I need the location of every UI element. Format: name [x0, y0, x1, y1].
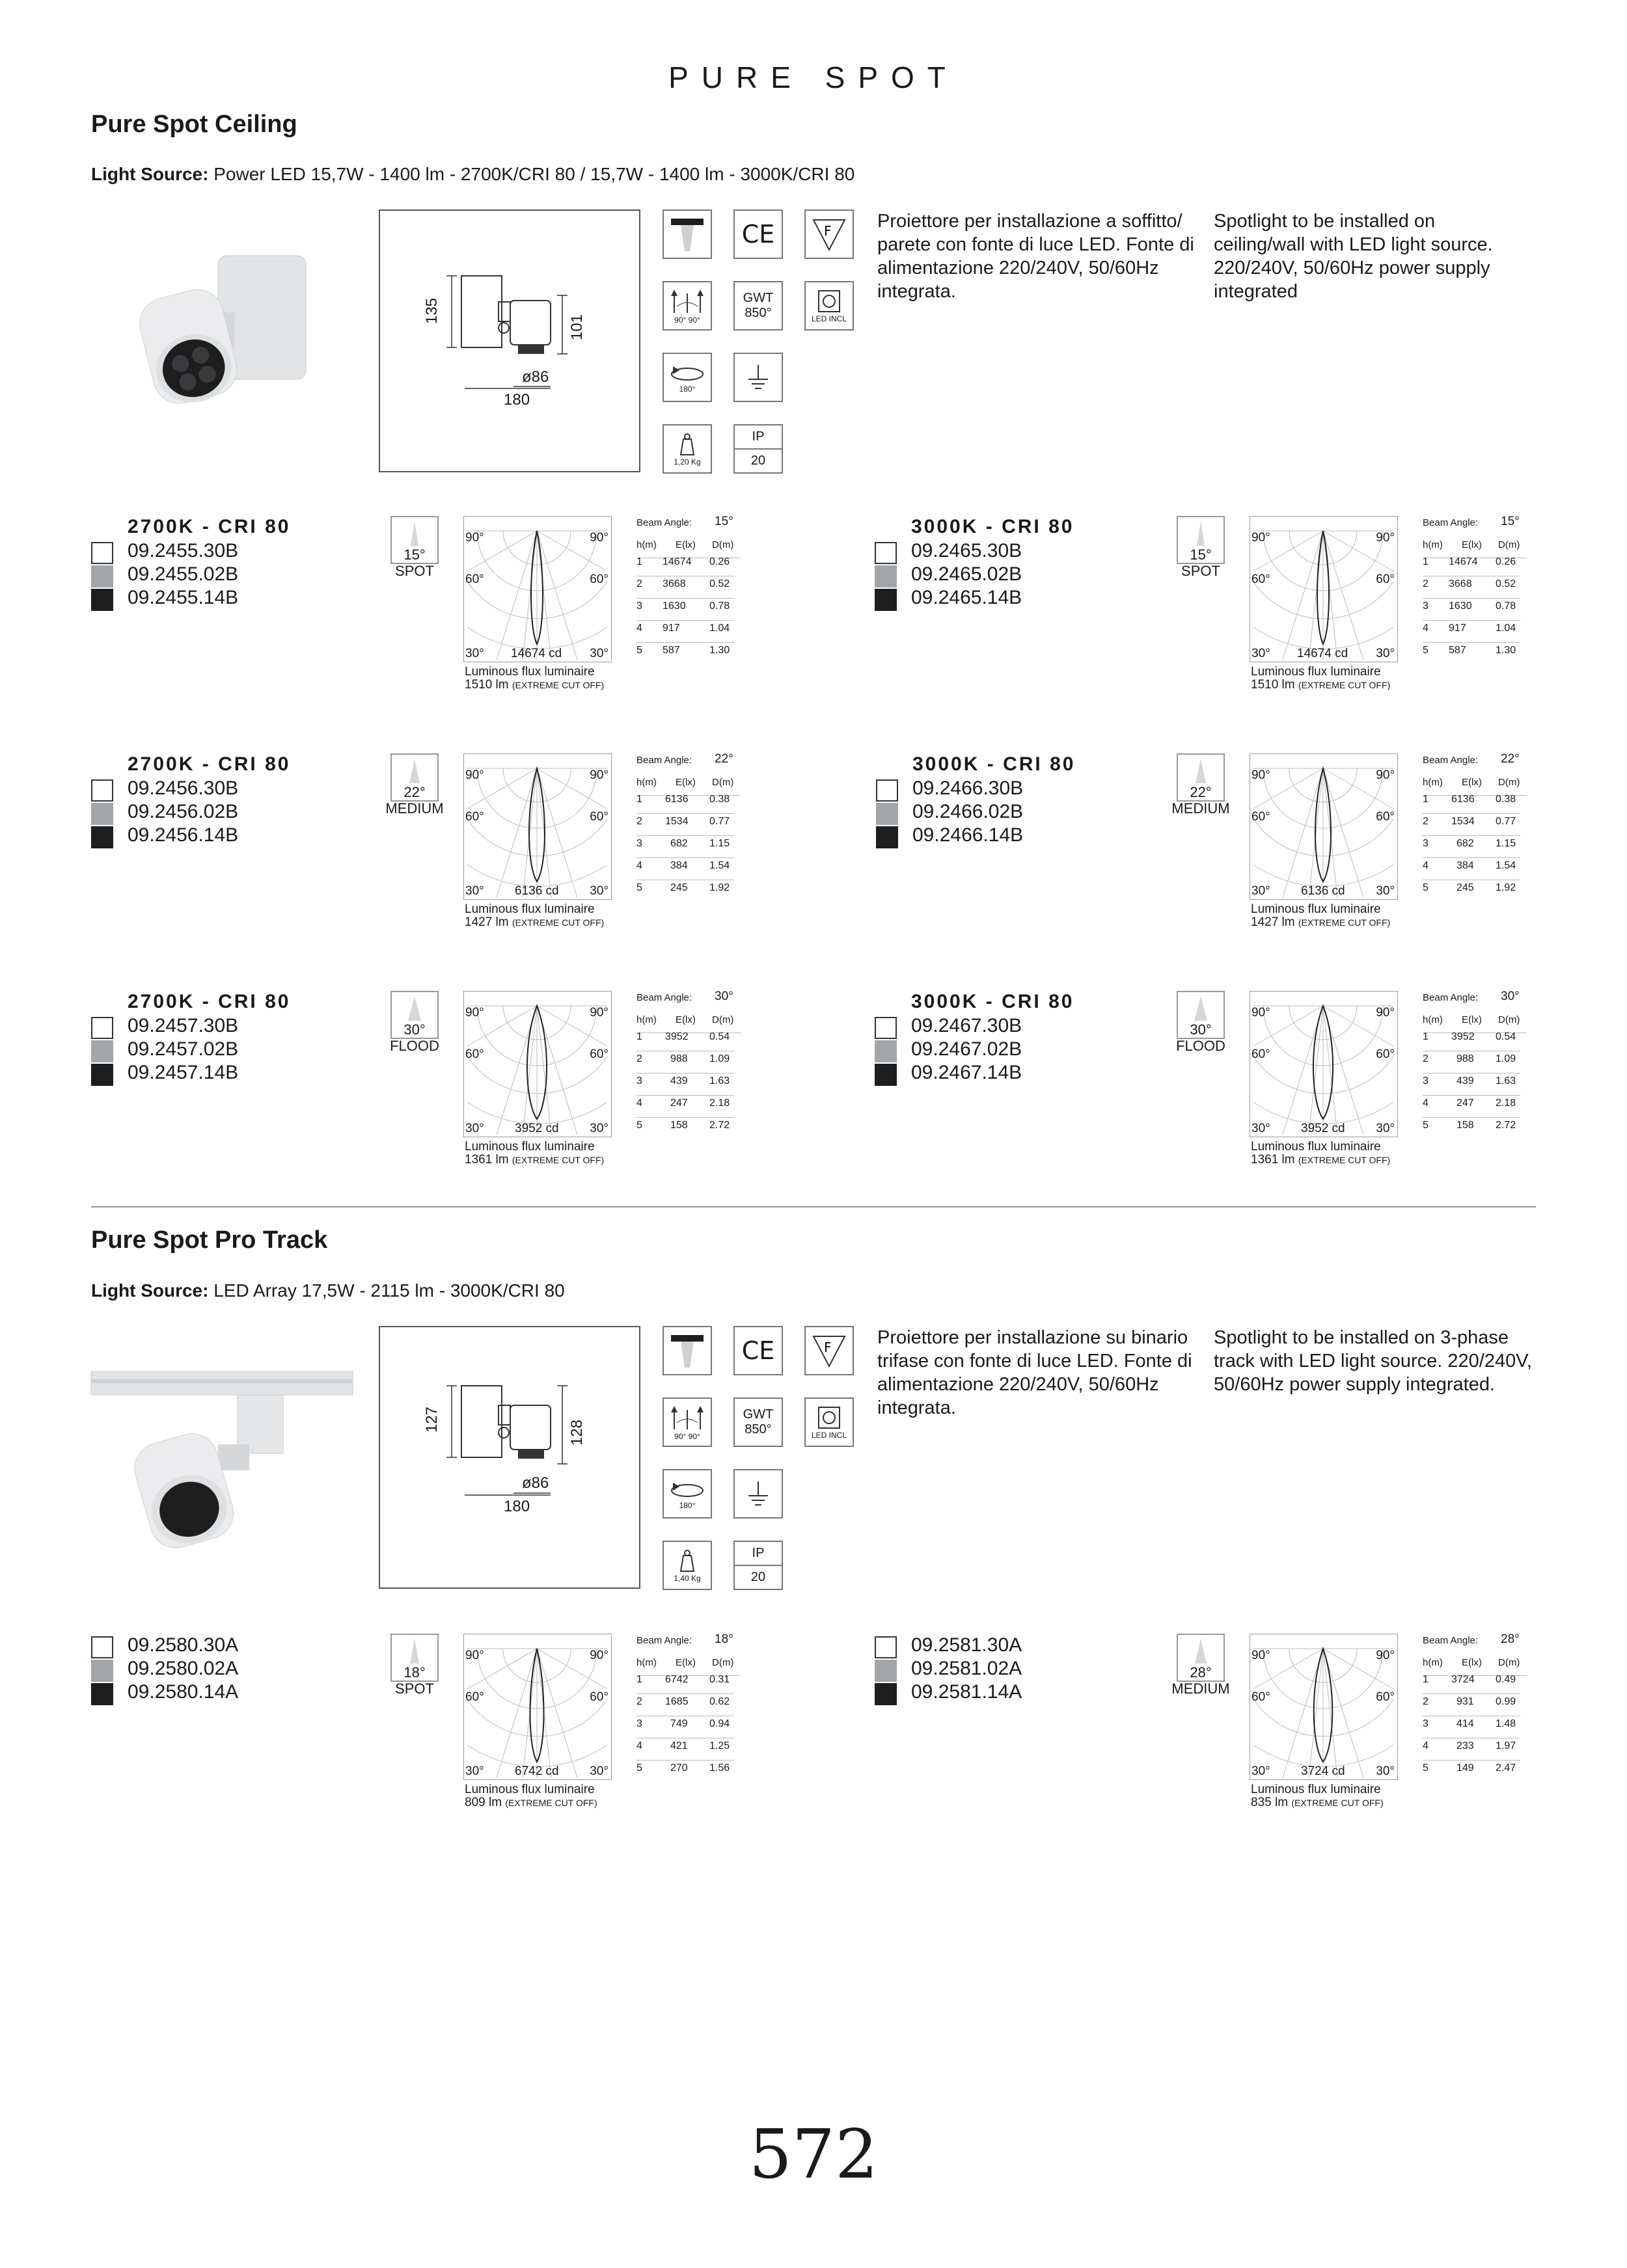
polar-diagram: 90° 90° 60° 60° 30° 30° 14674 cd — [463, 516, 612, 662]
rotation-icon: 180° — [663, 1469, 712, 1519]
article-code: 09.2457.30B — [128, 1015, 239, 1036]
beam-table: Beam Angle: 22° h(m) E(lx) D(m) 1 6136 0.38 2 1534 0.77 3 682 1.15 4 384 1.54 5 245 1.92 — [1423, 753, 1527, 910]
ip-rating-icon: IP 20 — [733, 1541, 783, 1590]
flux-info: Luminous flux luminaire 1361 lm (EXTREME CUT OFF) — [1251, 1140, 1391, 1167]
section-title-ceiling: Pure Spot Ceiling — [91, 111, 297, 138]
color-swatch-grey — [91, 1660, 113, 1682]
f-mark-icon — [804, 209, 854, 259]
dim-height: 135 — [423, 297, 441, 325]
color-swatch-black — [875, 1064, 897, 1086]
article-code: 09.2465.02B — [911, 563, 1022, 585]
beam-table: Beam Angle: 30° h(m) E(lx) D(m) 1 3952 0.54 2 988 1.09 3 439 1.63 4 247 2.18 5 158 2.72 — [636, 991, 741, 1147]
flux-info: Luminous flux luminaire 835 lm (EXTREME CUT OFF) — [1251, 1783, 1384, 1809]
beam-type-label: FLOOD — [390, 1038, 439, 1054]
svg-text:F: F — [824, 223, 832, 239]
article-code: 09.2580.14A — [128, 1681, 239, 1703]
peak-intensity: 6742 cd — [515, 1764, 559, 1778]
tilt-icon: 90° 90° — [663, 281, 712, 331]
dim-body: 101 — [568, 314, 586, 341]
peak-intensity: 6136 cd — [1301, 884, 1345, 898]
dim-diameter: ø86 — [522, 368, 549, 386]
color-swatch-black — [875, 1683, 897, 1705]
svg-text:F: F — [824, 1340, 832, 1355]
polar-diagram: 90° 90° 60° 60° 30° 30° 3952 cd — [463, 991, 612, 1137]
earth-ground-icon — [733, 1469, 783, 1519]
led-included-icon: LED INCL — [804, 281, 854, 331]
beam-type-label: MEDIUM — [1171, 800, 1230, 817]
dimension-drawing-ceiling — [379, 209, 640, 472]
article-code: 09.2456.02B — [128, 801, 239, 822]
beam-type-label: SPOT — [395, 1681, 434, 1697]
cct-label: 2700K - CRI 80 — [128, 516, 291, 537]
flux-info: Luminous flux luminaire 1427 lm (EXTREME CUT OFF) — [1251, 902, 1391, 929]
color-swatch-grey — [91, 803, 113, 825]
description-it-ceiling: Proiettore per installazione a soffitto/ parete con fonte di luce LED. Fonte di alimentazione 220/240V, 50/60Hz integrata. — [877, 211, 1194, 302]
color-swatch-grey — [876, 803, 898, 825]
article-code: 09.2455.30B — [128, 540, 239, 561]
peak-intensity: 3952 cd — [1301, 1122, 1345, 1135]
weight-icon: 1,20 Kg — [663, 424, 712, 474]
beam-type-label: SPOT — [1181, 563, 1220, 579]
beam-table: Beam Angle: 15° h(m) E(lx) D(m) 1 14674 0.26 2 3668 0.52 3 1630 0.78 4 917 1.04 5 587 1.30 — [1423, 516, 1527, 672]
color-swatch-white — [875, 1017, 897, 1039]
description-en-track: Spotlight to be installed on 3-phase track with LED light source. 220/240V, 50/60Hz power supply integrated. — [1214, 1327, 1532, 1395]
glow-wire-icon: GWT 850° — [733, 1397, 783, 1447]
polar-diagram: 90° 90° 60° 60° 30° 30° 6742 cd — [463, 1634, 612, 1780]
flux-info: Luminous flux luminaire 809 lm (EXTREME CUT OFF) — [465, 1783, 597, 1809]
beam-table: Beam Angle: 22° h(m) E(lx) D(m) 1 6136 0.38 2 1534 0.77 3 682 1.15 4 384 1.54 5 245 1.92 — [636, 753, 741, 910]
beam-type-label: MEDIUM — [385, 800, 444, 817]
beam-table: Beam Angle: 18° h(m) E(lx) D(m) 1 6742 0.31 2 1685 0.62 3 749 0.94 4 421 1.25 5 270 1.56 — [636, 1634, 741, 1790]
dim-diameter: ø86 — [522, 1474, 549, 1492]
color-swatch-white — [875, 1636, 897, 1658]
color-swatch-white — [91, 1636, 113, 1658]
color-swatch-white — [875, 542, 897, 564]
flux-info: Luminous flux luminaire 1510 lm (EXTREME CUT OFF) — [465, 665, 605, 692]
color-swatch-white — [91, 542, 113, 564]
peak-intensity: 3952 cd — [515, 1122, 559, 1135]
peak-intensity: 3724 cd — [1301, 1764, 1345, 1778]
color-swatch-white — [91, 779, 113, 802]
led-included-icon: LED INCL — [804, 1397, 854, 1447]
color-swatch-black — [91, 589, 113, 611]
product-photo-ceiling — [130, 250, 325, 410]
beam-type-label: MEDIUM — [1171, 1681, 1230, 1697]
article-code: 09.2466.02B — [912, 801, 1024, 822]
section-title-track: Pure Spot Pro Track — [91, 1226, 328, 1254]
article-code: 09.2466.14B — [912, 824, 1024, 846]
article-code: 09.2581.30A — [911, 1634, 1022, 1656]
f-mark-icon — [804, 1326, 854, 1375]
polar-diagram: 90° 90° 60° 60° 30° 30° 3724 cd — [1250, 1634, 1398, 1780]
color-swatch-black — [91, 1064, 113, 1086]
dim-length: 180 — [504, 391, 530, 409]
ip-rating-icon: IP 20 — [733, 424, 783, 474]
article-code: 09.2467.30B — [911, 1015, 1022, 1036]
article-code: 09.2467.14B — [911, 1062, 1022, 1083]
color-swatch-grey — [875, 565, 897, 587]
article-code: 09.2581.14A — [911, 1681, 1022, 1703]
page-number: 572 — [748, 2114, 879, 2194]
peak-intensity: 14674 cd — [511, 647, 562, 660]
beam-type-label: FLOOD — [1176, 1038, 1225, 1054]
section-divider — [91, 1206, 1536, 1208]
color-swatch-grey — [91, 1040, 113, 1062]
beam-type-label: SPOT — [395, 563, 434, 579]
article-code: 09.2457.02B — [128, 1038, 239, 1060]
color-swatch-white — [876, 779, 898, 802]
cct-label: 3000K - CRI 80 — [911, 991, 1074, 1012]
ce-mark-icon: CE — [733, 1326, 783, 1375]
article-code: 09.2466.30B — [912, 777, 1024, 799]
page-title: PURE SPOT — [668, 61, 959, 94]
article-code: 09.2456.14B — [128, 824, 239, 846]
light-source-ceiling: Light Source: Power LED 15,7W - 1400 lm - 2700K/CRI 80 / 15,7W - 1400 lm - 3000K/CRI 80 — [91, 164, 855, 184]
tilt-icon: 90° 90° — [663, 1397, 712, 1447]
article-code: 09.2465.14B — [911, 587, 1022, 608]
ce-mark-icon: CE — [733, 209, 783, 259]
dimension-drawing-track — [379, 1326, 640, 1589]
article-code: 09.2467.02B — [911, 1038, 1022, 1060]
product-photo-track — [91, 1366, 358, 1555]
track-mount-icon — [663, 1326, 712, 1375]
article-code: 09.2465.30B — [911, 540, 1022, 561]
weight-icon: 1,40 Kg — [663, 1541, 712, 1590]
article-code: 09.2580.02A — [128, 1658, 239, 1679]
flux-info: Luminous flux luminaire 1361 lm (EXTREME CUT OFF) — [465, 1140, 605, 1167]
cct-label: 2700K - CRI 80 — [128, 991, 291, 1012]
beam-table: Beam Angle: 28° h(m) E(lx) D(m) 1 3724 0.49 2 931 0.99 3 414 1.48 4 233 1.97 5 149 2.47 — [1423, 1634, 1527, 1790]
color-swatch-white — [91, 1017, 113, 1039]
beam-table: Beam Angle: 30° h(m) E(lx) D(m) 1 3952 0.54 2 988 1.09 3 439 1.63 4 247 2.18 5 158 2.72 — [1423, 991, 1527, 1147]
polar-diagram: 90° 90° 60° 60° 30° 30° 6136 cd — [463, 753, 612, 900]
article-code: 09.2456.30B — [128, 777, 239, 799]
article-code: 09.2457.14B — [128, 1062, 239, 1083]
article-code: 09.2455.02B — [128, 563, 239, 585]
color-swatch-black — [91, 1683, 113, 1705]
polar-diagram: 90° 90° 60° 60° 30° 30° 6136 cd — [1250, 753, 1398, 900]
article-code: 09.2580.30A — [128, 1634, 239, 1656]
color-swatch-black — [91, 826, 113, 848]
color-swatch-black — [876, 826, 898, 848]
ceiling-mount-icon — [663, 209, 712, 259]
polar-diagram: 90° 90° 60° 60° 30° 30° 14674 cd — [1250, 516, 1398, 662]
article-code: 09.2581.02A — [911, 1658, 1022, 1679]
earth-ground-icon — [733, 353, 783, 402]
color-swatch-grey — [875, 1040, 897, 1062]
description-en-ceiling: Spotlight to be installed on ceiling/wall with LED light source. 220/240V, 50/60Hz power supply integrated — [1214, 211, 1493, 302]
color-swatch-black — [875, 589, 897, 611]
description-it-track: Proiettore per installazione su binario trifase con fonte di luce LED. Fonte di alimentazione 220/240V, 50/60Hz integrata. — [877, 1327, 1192, 1418]
cct-label: 3000K - CRI 80 — [912, 753, 1076, 775]
dim-length: 180 — [504, 1498, 530, 1515]
cct-label: 3000K - CRI 80 — [911, 516, 1074, 537]
glow-wire-icon: GWT 850° — [733, 281, 783, 331]
beam-table: Beam Angle: 15° h(m) E(lx) D(m) 1 14674 0.26 2 3668 0.52 3 1630 0.78 4 917 1.04 5 587 1.30 — [636, 516, 741, 672]
color-swatch-grey — [875, 1660, 897, 1682]
color-swatch-grey — [91, 565, 113, 587]
rotation-icon: 180° — [663, 353, 712, 402]
flux-info: Luminous flux luminaire 1510 lm (EXTREME CUT OFF) — [1251, 665, 1391, 692]
polar-diagram: 90° 90° 60° 60° 30° 30° 3952 cd — [1250, 991, 1398, 1137]
light-source-track: Light Source: LED Array 17,5W - 2115 lm - 3000K/CRI 80 — [91, 1280, 565, 1301]
cct-label: 2700K - CRI 80 — [128, 753, 291, 775]
dim-height: 127 — [423, 1406, 441, 1433]
article-code: 09.2455.14B — [128, 587, 239, 608]
flux-info: Luminous flux luminaire 1427 lm (EXTREME CUT OFF) — [465, 902, 605, 929]
peak-intensity: 6136 cd — [515, 884, 559, 898]
dim-body: 128 — [568, 1419, 586, 1446]
peak-intensity: 14674 cd — [1297, 647, 1348, 660]
